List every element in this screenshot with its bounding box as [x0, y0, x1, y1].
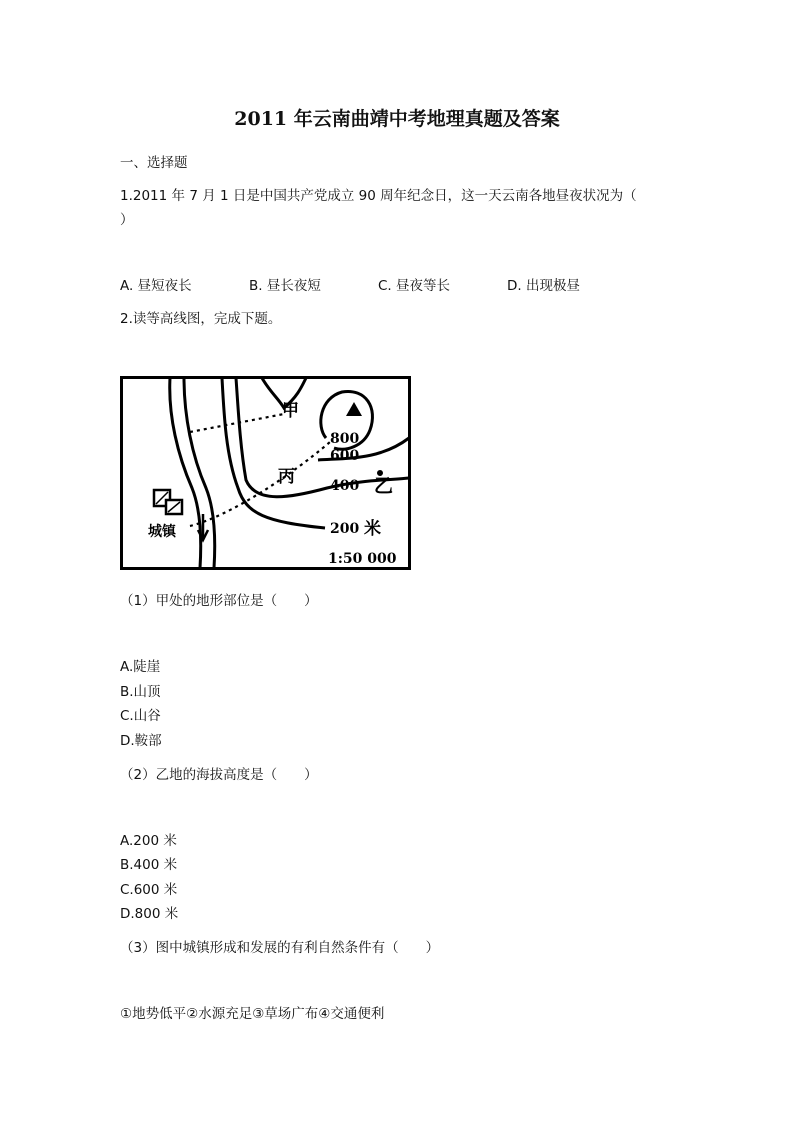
question-1-stem-end: ）: [120, 212, 134, 228]
label-jia: 甲: [282, 401, 299, 421]
sub1-option-c: C.山谷: [120, 708, 161, 724]
label-400: 400: [330, 478, 360, 494]
sub1-option-b: B.山顶: [120, 684, 161, 700]
sub3-conditions: ①地势低平②水源充足③草场广布④交通便利: [120, 1006, 385, 1022]
q1-option-a: A. 昼短夜长: [120, 278, 192, 294]
q1-option-b: B. 昼长夜短: [249, 278, 321, 294]
sub-question-2-stem: （2）乙地的海拔高度是（ ）: [120, 767, 318, 783]
page-title: 2011 年云南曲靖中考地理真题及答案: [234, 108, 560, 130]
contour-map: [120, 376, 411, 570]
label-bing: 丙: [278, 467, 295, 487]
question-2-stem: 2.读等高线图，完成下题。: [120, 311, 282, 327]
section-heading: 一、选择题: [120, 155, 188, 171]
label-600: 600: [330, 448, 360, 464]
label-scale: 1:50 000: [328, 551, 397, 567]
label-unit: 米: [364, 519, 381, 539]
label-yi: 乙: [374, 475, 394, 497]
sub1-option-d: D.鞍部: [120, 733, 162, 749]
label-200: 200: [330, 521, 360, 537]
sub-question-3-stem: （3）图中城镇形成和发展的有利自然条件有（ ）: [120, 940, 440, 956]
label-town: 城镇: [148, 524, 176, 540]
label-800: 800: [330, 431, 360, 447]
sub2-option-d: D.800 米: [120, 906, 179, 922]
q1-option-d: D. 出现极昼: [507, 278, 580, 294]
sub2-option-b: B.400 米: [120, 857, 178, 873]
sub2-option-a: A.200 米: [120, 833, 177, 849]
question-1-stem: 1.2011 年 7 月 1 日是中国共产党成立 90 周年纪念日，这一天云南各地昼夜状况为（: [120, 188, 637, 204]
sub2-option-c: C.600 米: [120, 882, 178, 898]
sub-question-1-stem: （1）甲处的地形部位是（ ）: [120, 593, 318, 609]
q1-option-c: C. 昼夜等长: [378, 278, 451, 294]
sub1-option-a: A.陡崖: [120, 659, 161, 675]
